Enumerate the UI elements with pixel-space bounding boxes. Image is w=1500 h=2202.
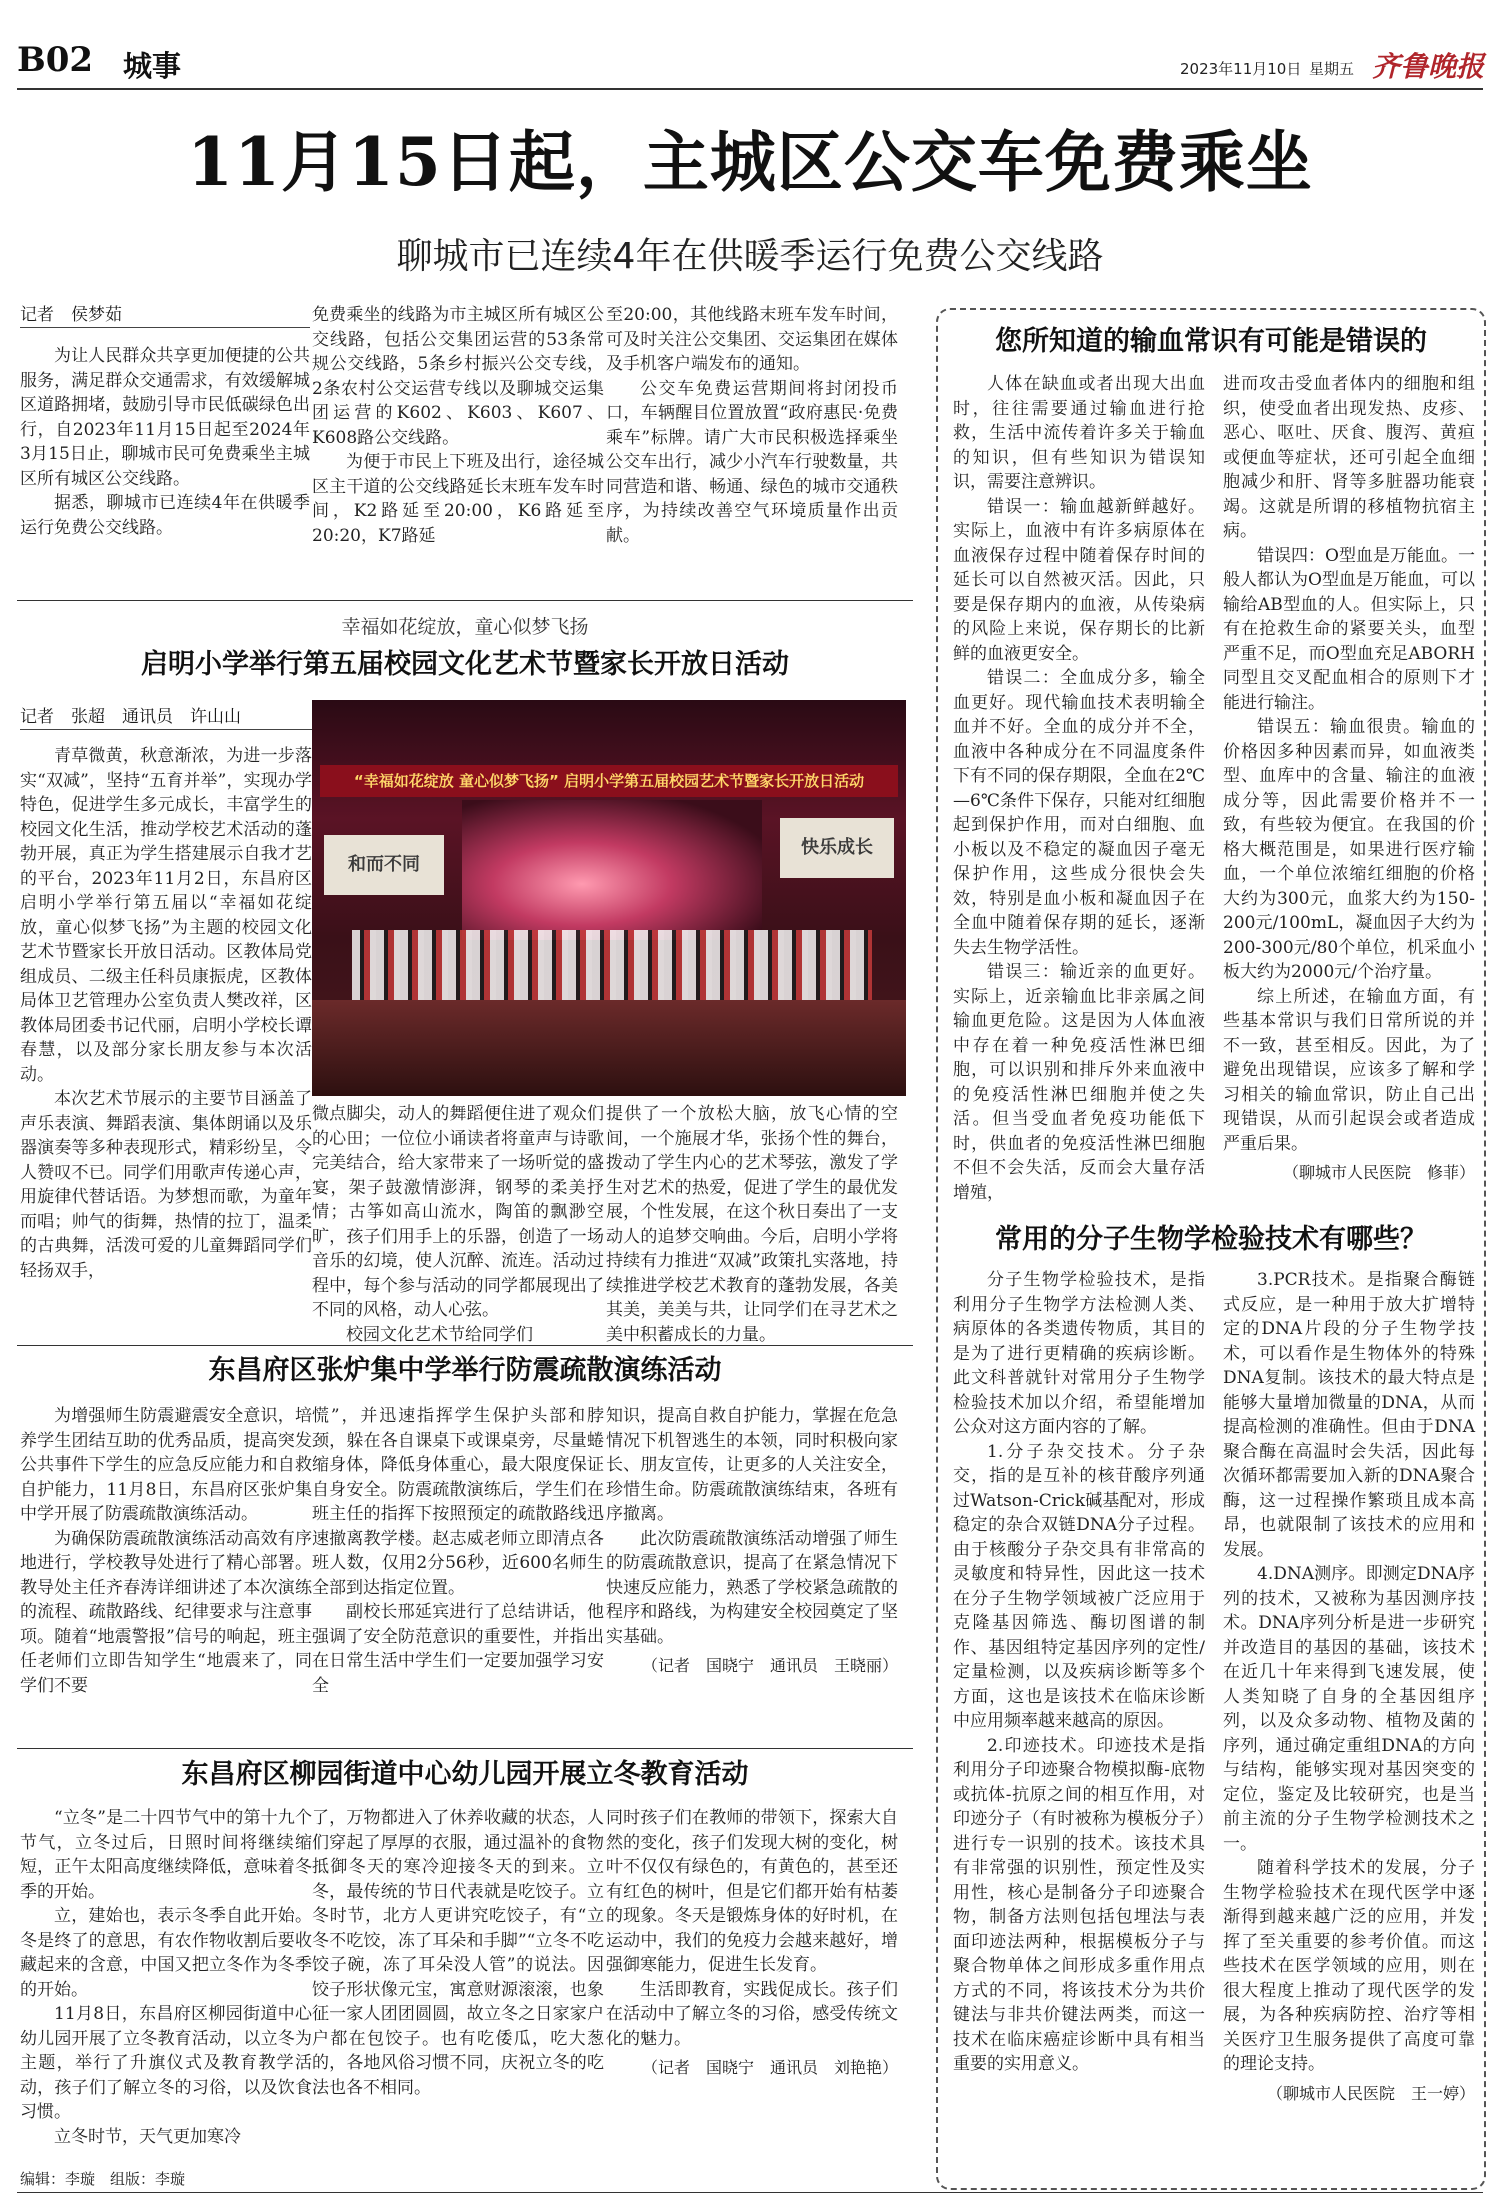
issue-date: 2023年11月10日 [1180, 60, 1302, 78]
article-body [1223, 372, 1475, 1156]
article-body [606, 1404, 898, 1649]
editor-credit: 编辑：李璇 组版：李璇 [20, 2170, 186, 2188]
paper-logo: 齐鲁晚报 [1372, 50, 1485, 83]
paragraph: 此次防震疏散演练活动增强了师生的防震疏散意识，提高了在紧急情况下快速反应能力，熟悉了学校紧急疏散的程序和路线，为构建安全校园奠定了坚实基础。 [606, 1528, 898, 1647]
article-credit: （聊城市人民医院 王一婷） [1266, 2083, 1475, 2103]
article-body-col3 [606, 1806, 898, 2078]
article-body [1223, 1268, 1475, 2077]
article-title: 启明小学举行第五届校园文化艺术节暨家长开放日活动 [141, 649, 789, 680]
paragraph: 为便于市民上下班及出行，途径城区主干道的公交线路延长末班车发车时间，K2路延至20:00，K6路延至20:20，K7路延 [312, 452, 604, 546]
paragraph: 免费乘坐的线路为市主城区所有城区公交线路，包括公交集团运营的53条常规公交线路，5条乡村振兴公交专线，2条农村公交运营专线以及聊城交运集团运营的K602、K603、K607、K608路公交线路。 [312, 305, 604, 448]
article-body-col3 [606, 1404, 898, 1676]
paragraph: 1.分子杂交技术。分子杂交，指的是互补的核苷酸序列通过Watson-Crick碱基配对，形成稳定的杂合双链DNA分子过程。由于核酸分子杂交具有非常高的灵敏度和特异性，因此这一技术在分子生物学领域被广泛应用于克隆基因筛选、酶切图谱的制作、基因组特定基因序列的定性/定量检测，以及疾病诊断等多个方面，这也是该技术在临床诊断中应用频率越来越高的原因。 [953, 1441, 1205, 1731]
subheadline: 聊城市已连续4年在供暖季运行免费公交线路 [396, 236, 1104, 277]
paragraph: 立冬时节，天气更加寒冷 [54, 2126, 241, 2147]
paragraph: 校园文化艺术节给同学们 [346, 1324, 533, 1345]
stage-performers [352, 930, 872, 1000]
paragraph: 11月8日，东昌府区柳园街道中心幼儿园开展了立冬教育活动，以立冬为主题，举行了升旗仪式及教育教学活动，孩子们了解立冬的习俗，以及饮食习惯。 [20, 2004, 312, 2122]
paragraph: 据悉，聊城市已连续4年在供暖季运行免费公交线路。 [20, 493, 310, 538]
paragraph: 知识，提高自救自护能力，掌握在危急情况下机智逃生的本领，同时积极向家长、朋友宣传，让更多的人关注安全，珍惜生命。防震疏散演练结束，各班有序撤离。 [606, 1406, 898, 1524]
divider [17, 600, 913, 601]
lead-body-col1 [20, 344, 310, 540]
event-photo [312, 700, 906, 1096]
divider [17, 1345, 913, 1346]
article-body-col1 [20, 744, 312, 1283]
paragraph: 本次艺术节展示的主要节目涵盖了声乐表演、舞蹈表演、集体朗诵以及乐器演奏等多种表现形式，精彩纷呈，令人赞叹不已。同学们用歌声传递心声，用旋律代替话语。为梦想而歌，为童年而唱；帅气的街舞，热情的拉丁，温柔的古典舞，活泼可爱的儿童舞蹈同学们轻扬双手， [20, 1089, 312, 1281]
article-credit: （记者 国晓宁 通讯员 刘艳艳） [641, 2058, 898, 2077]
article-body-col1 [20, 1404, 312, 1698]
paragraph: 3.PCR技术。是指聚合酶链式反应，是一种用于放大扩增特定的DNA片段的分子生物学技术，可以看作是生物体外的特殊DNA复制。该技术的最大特点是能够大量增加微量的DNA，从而提高检测的准确性。但由于DNA聚合酶在高温时会失活，因此每次循环都需要加入新的DNA聚合酶，这一过程操作繁琐且成本高昂，也就限制了该技术的应用和发展。 [1223, 1270, 1475, 1560]
paragraph: 副校长邢延宾进行了总结讲话，他强调了安全防范意识的重要性，并指出在日常生活中学生们一定要加强学习安全 [312, 1602, 604, 1696]
paragraph: 慌”，并迅速指挥学生保护头部和脖颈，躲在各自课桌下或课桌旁，尽量蜷缩身体，降低身体重心，最大限度保证自身安全。防震疏散演练后，学生们在班主任的指挥下按照预定的疏散路线迅速撤离教学楼。赵志威老师立即清点各班人数，仅用2分56秒，近600名师生全部到达指定位置。 [312, 1406, 604, 1598]
article-title: 常用的分子生物学检验技术有哪些？ [995, 1224, 1427, 1255]
section-name: 城事 [123, 49, 182, 83]
paragraph: 青草微黄，秋意渐浓，为进一步落实“双减”，坚持“五育并举”，实现办学特色，促进学生多元成长，丰富学生的校园文化生活，推动学校艺术活动的蓬勃开展，真正为学生搭建展示自我才艺的平台，2023年11月2日，东昌府区启明小学举行第五届以“幸福如花绽放，童心似梦飞扬”为主题的校园文化艺术节暨家长开放日活动。区教体局党组成员、二级主任科员康振虎，区教体局体卫艺管理办公室负责人樊改祥，区教体局团委书记代丽，启明小学校长谭春慧，以及部分家长朋友参与本次活动。 [20, 746, 312, 1085]
paragraph: 至20:00，其他线路末班车发车时间，可及时关注公交集团、交运集团在媒体及手机客户端发布的通知。 [606, 305, 898, 374]
article-body-col2 [312, 1806, 604, 2100]
paragraph: 了，万物都进入了休养收藏的状态，人们穿起了厚厚的衣服，通过温补的食物抵御冬天的寒冷迎接冬天的到来。立冬，最传统的节日代表就是吃饺子。立冬时节，北方人更讲究吃饺子，有“立冬不吃饺，冻了耳朵和手脚”“立冬不吃饺子碗，冻了耳朵没人管”的说法。因饺子形状像元宝，寓意财源滚滚，也象征一家人团团圆圆，故立冬之日家家户户都在包饺子。也有吃倭瓜，吃大葱的，各地风俗习惯不同，庆祝立冬的吃法也各不相同。 [312, 1808, 604, 2098]
article-title: 东昌府区张炉集中学举行防震疏散演练活动 [208, 1355, 722, 1386]
article-credit: （记者 国晓宁 通讯员 王晓丽） [641, 1656, 898, 1675]
paragraph: 分子生物学检验技术，是指利用分子生物学方法检测人类、病原体的各类遗传物质，其目的是为了进行更精确的疾病诊断。此文科普就针对常用分子生物学检验技术加以介绍，希望能增加公众对这方面内容的了解。 [953, 1270, 1205, 1437]
paragraph: 随着科学技术的发展，分子生物学检验技术在现代医学中逐渐得到越来越广泛的应用，并发挥了至关重要的参考价值。而这些技术在医学领域的应用，则在很大程度上推动了现代医学的发展，为各种疾病防控、治疗等相关医疗卫生服务提供了高度可靠的理论支持。 [1223, 1858, 1475, 2074]
paragraph: 综上所述，在输血方面，有些基本常识与我们日常所说的并不一致，甚至相反。因此，为了避免出现错误，应该多了解和学习相关的输血常识，防止自己出现错误，从而引起误会或者造成严重后果。 [1223, 986, 1475, 1154]
article-body-col2 [312, 1102, 604, 1347]
headline: 11月15日起，主城区公交车免费乘坐 [187, 123, 1313, 201]
paragraph: “立冬”是二十四节气中的第十九个节气，立冬过后，日照时间将继续缩短，正午太阳高度继续降低，意味着冬季的开始。 [20, 1808, 312, 1902]
paragraph: 公交车免费运营期间将封闭投币口，车辆醒目位置放置“政府惠民·免费乘车”标牌。请广大市民积极选择乘坐公交车出行，减少小汽车行驶数量，共同营造和谐、畅通、绿色的城市交通秩序，为持续改善空气环境质量作出贡献。 [606, 378, 898, 546]
page-code: B02 [17, 40, 94, 80]
article-body-col3 [606, 1102, 898, 1347]
byline: 记者 侯梦茹 [20, 300, 310, 328]
paragraph: 错误五：输血很贵。输血的价格因多种因素而异，如血液类型、血库中的含量、输注的血液成分等，因此需要价格并不一致，有些较为便宜。在我国的价格大概范围是，如果进行医疗输血，一个单位浓缩红细胞的价格大约为300元，血浆大约为150-200元/100mL，凝血因子大约为200-300元/80个单位，机采血小板大约为2000元/个治疗量。 [1223, 717, 1475, 982]
paragraph: 错误二：全血成分多，输全血更好。现代输血技术表明输全血并不好。全血的成分并不全，血液中各种成分在不同温度条件下有不同的保存期限，全血在2℃—6℃条件下保存，只能对红细胞起到保护作用，而对白细胞、血小板以及不稳定的凝血因子毫无保护作用，这些成分很快会失效，特别是血小板和凝血因子在全血中随着保存期的延长，逐渐失去生物学活性。 [953, 668, 1205, 958]
stage-screen [462, 800, 762, 940]
article-kicker: 幸福如花绽放，童心似梦飞扬 [341, 616, 589, 638]
paragraph: 2.印迹技术。印迹技术是指利用分子印迹聚合物模拟酶-底物或抗体-抗原之间的相互作用，对印迹分子（有时被称为模板分子）进行专一识别的技术。该技术具有非常强的识别性，预定性及实用性，核心是制备分子印迹聚合物，制备方法则包括包埋法与表面印迹法两种，根据模板分子与聚合物单体之间形成多重作用点方式的不同，将该技术分为共价键法与非共价键法两类，而这一技术在临床癌症诊断中具有相当重要的实用意义。 [953, 1735, 1205, 2074]
paragraph: 为增强师生防震避震安全意识，培养学生团结互助的优秀品质，提高突发公共事件下学生的应急反应能力和自救自护能力，11月8日，东昌府区张炉集中学开展了防震疏散演练活动。 [20, 1406, 312, 1524]
article-body-col2 [1223, 372, 1475, 1183]
paragraph: 微点脚尖，动人的舞蹈便住进了观众们的心田；一位位小诵读者将童声与诗歌完美结合，给大家带来了一场听觉的盛宴，架子鼓激情澎湃，钢琴的柔美抒情；古筝如高山流水，陶笛的飘渺空旷，孩子们用手上的乐器，创造了一场音乐的幻境，使人沉醉、流连。活动过程中，每个参与活动的同学都展现出了不同的风格，动人心弦。 [312, 1104, 604, 1320]
article-body-col1 [953, 1268, 1205, 2077]
lead-body-col2 [312, 303, 604, 548]
article-body-col1 [953, 372, 1205, 1205]
article-body-col2 [1223, 1268, 1475, 2104]
article-title: 您所知道的输血常识有可能是错误的 [995, 326, 1427, 357]
footer-rule [17, 2192, 1483, 2193]
paragraph: 错误四：O型血是万能血。一般人都认为O型血是万能血，可以输给AB型血的人。但实际上，只有在抢救生命的紧要关头，血型严重不足，而O型血充足ABORH同型且交叉配血相合的原则下才能进行输注。 [1223, 545, 1475, 713]
article-title: 东昌府区柳园街道中心幼儿园开展立冬教育活动 [181, 1759, 749, 1790]
paragraph: 提供了一个放松大脑，放飞心情的空间，一个施展才华，张扬个性的舞台，拨动了学生内心的艺术琴弦，激发了学生对艺术的热爱，促进了学生的最优发展，个性发展，在这个秋日奏出了一支动人的追梦交响曲。今后，启明小学将持续有力推进“双减”政策扎实落地，持续推进学校艺术教育的蓬勃发展，各美其美，美美与共，让同学们在寻艺术之美中积蓄成长的力量。 [606, 1104, 898, 1345]
masthead-rule [17, 88, 1483, 90]
paragraph: 错误三：输近亲的血更好。实际上，近亲输血比非亲属之间输血更危险。这是因为人体血液中存在着一种免疫活性淋巴细胞，可以识别和排斥外来血液中的免疫活性淋巴细胞并使之失活。但当受血者免疫功能低下时，供血者的免疫活性淋巴细胞不但不会失活，反而会大量存活增殖， [953, 962, 1205, 1203]
photo-side-left: 和而不同 [324, 835, 444, 895]
paragraph: 进而攻击受血者体内的细胞和组织，使受血者出现发热、皮疹、恶心、呕吐、厌食、腹泻、黄疸或便血等症状，还可引起全血细胞减少和肝、肾等多脏器功能衰竭。这就是所谓的移植物抗宿主病。 [1223, 374, 1475, 541]
issue-weekday: 星期五 [1309, 60, 1355, 78]
paragraph: 人体在缺血或者出现大出血时，往往需要通过输血进行抢救，生活中流传着许多关于输血的知识，但有些知识为错误知识，需要注意辨识。 [953, 374, 1205, 492]
photo-banner: “幸福如花绽放 童心似梦飞扬” 启明小学第五届校园艺术节暨家长开放日活动 [320, 765, 898, 797]
lead-body-col3 [606, 303, 898, 548]
article-credit: （聊城市人民医院 修菲） [1282, 1163, 1475, 1182]
stage-floor [312, 1000, 906, 1096]
paragraph: 4.DNA测序。即测定DNA序列的技术，又被称为基因测序技术。DNA序列分析是进一步研究并改造目的基因的基础，该技术在近几十年来得到飞速发展，使人类知晓了自身的全基因组序列，以及众多动物、植物及菌的序列，通过确定重组DNA的方向与结构，能够实现对基因突变的定位，鉴定及比较研究，也是当前主流的分子生物学检测技术之一。 [1223, 1564, 1475, 1854]
paragraph: 为让人民群众共享更加便捷的公共服务，满足群众交通需求，有效缓解城区道路拥堵，鼓励引导市民低碳绿色出行，自2023年11月15日起至2024年3月15日止，聊城市民可免费乘坐主城区所有城区公交线路。 [20, 346, 310, 489]
article-body [606, 1806, 898, 2051]
divider [17, 1748, 913, 1749]
paragraph: 生活即教育，实践促成长。孩子们在活动中了解立冬的习俗，感受传统文化的魅力。 [606, 1979, 898, 2049]
paragraph: 立，建始也，表示冬季自此开始。冬是终了的意思，有农作物收割后要收藏起来的含意，中国又把立冬作为冬季的开始。 [20, 1906, 312, 2000]
paragraph: 为确保防震疏散演练活动高效有序地进行，学校教导处进行了精心部署。教导处主任齐春涛详细讲述了本次演练的流程、疏散路线、纪律要求与注意事项。随着“地震警报”信号的响起，班主任老师们立即告知学生“地震来了，同学们不要 [20, 1528, 312, 1696]
paragraph: 同时孩子们在教师的带领下，探索大自然的变化，孩子们发现大树的变化，树叶不仅仅有绿色的，有黄色的，甚至还有红色的树叶，但是它们都开始有枯萎的现象。冬天是锻炼身体的好时机，在运动中，我们的免疫力会越来越好，增强御寒能力，促进生长发育。 [606, 1808, 898, 1975]
paragraph: 错误一：输血越新鲜越好。实际上，血液中有许多病原体在血液保存过程中随着保存时间的延长可以自然被灭活。因此，只要是保存期内的血液，从传染病的风险上来说，保存期长的比新鲜的血液更安全。 [953, 496, 1205, 664]
byline: 记者 张超 通讯员 许山山 [20, 702, 312, 730]
article-body-col2 [312, 1404, 604, 1698]
photo-side-right: 快乐成长 [780, 818, 894, 878]
article-body-col1 [20, 1806, 312, 2149]
